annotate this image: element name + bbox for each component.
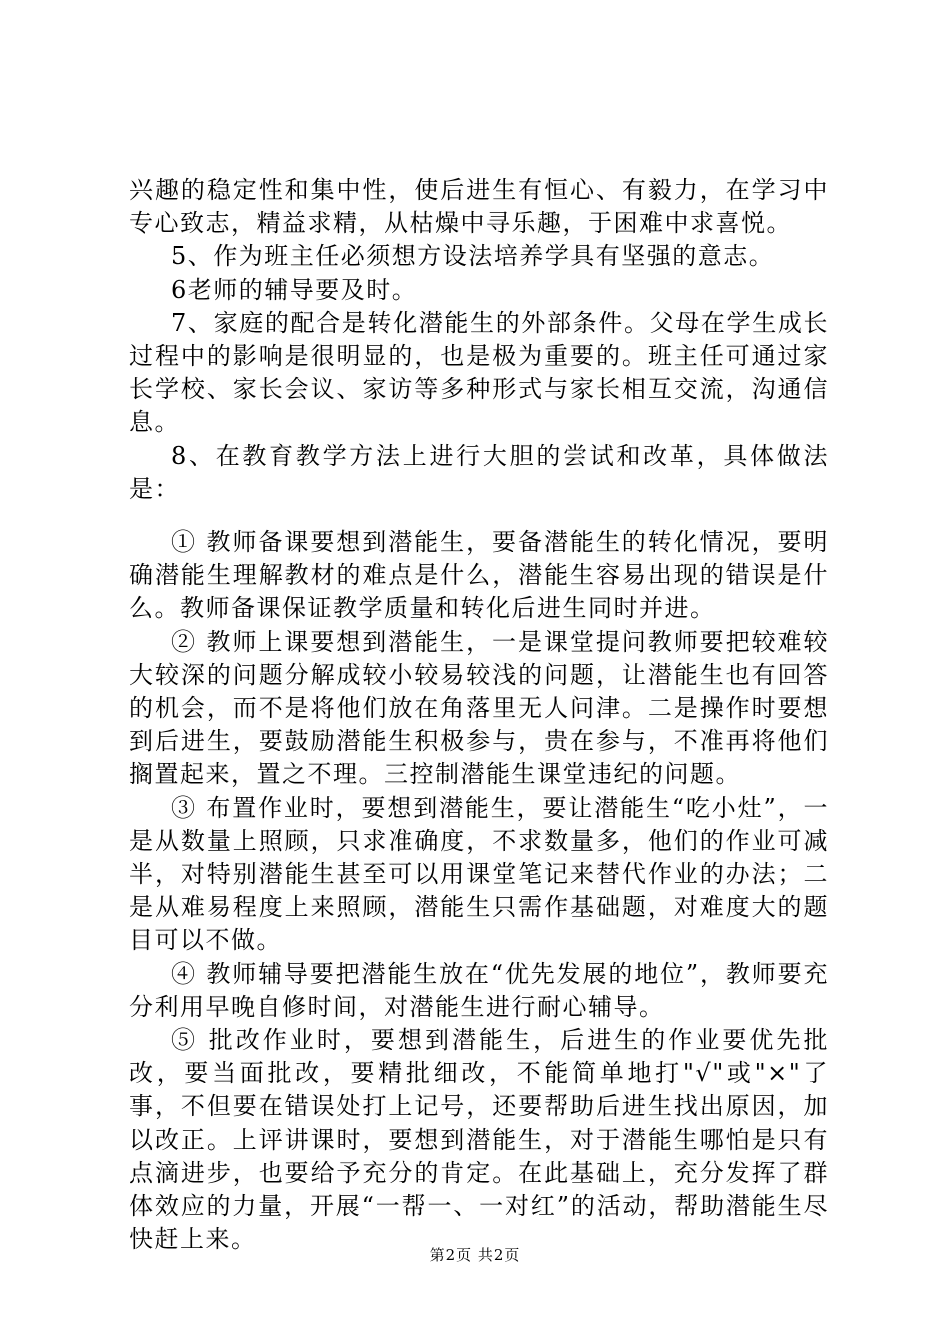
paragraph-item-5: 5、作为班主任必须想方设法培养学具有坚强的意志。 (171, 242, 775, 271)
page-footer (0, 1244, 950, 1265)
paragraph-subitem-4: ④ 教师辅导要把潜能生放在“优先发展的地位”，教师要充分利用早晚自修时间，对潜能生进行耐心辅导。 (129, 959, 829, 1021)
paragraph-item-8: 8、在教育教学方法上进行大胆的尝试和改革，具体做法是： (129, 441, 829, 503)
paragraph-item-7: 7、家庭的配合是转化潜能生的外部条件。父母在学生成长过程中的影响是很明显的，也是极为重要的。班主任可通过家长学校、家长会议、家访等多种形式与家长相互交流，沟通信息。 (129, 308, 829, 437)
paragraph-subitem-1: ① 教师备课要想到潜能生，要备潜能生的转化情况，要明确潜能生理解教材的难点是什么，潜能生容易出现的错误是什么。教师备课保证教学质量和转化后进生同时并进。 (129, 528, 829, 623)
paragraph-subitem-3: ③ 布置作业时，要想到潜能生，要让潜能生“吃小灶”，一是从数量上照顾，只求准确度，不求数量多，他们的作业可减半，对特别潜能生甚至可以用课堂笔记来替代作业的办法；二是从难易程度上来照顾，潜能生只需作基础题，对难度大的题目可以不做。 (129, 793, 829, 955)
paragraph-item-6: 6老师的辅导要及时。 (171, 275, 418, 304)
page-number-label: 第2页 共2页 (429, 1246, 521, 1264)
document-body (129, 174, 829, 1257)
paragraph-interest-continuation: 兴趣的稳定性和集中性，使后进生有恒心、有毅力，在学习中专心致志，精益求精，从枯燥中寻乐趣，于困难中求喜悦。 (129, 176, 829, 238)
paragraph-subitem-5: ⑤ 批改作业时，要想到潜能生，后进生的作业要优先批改，要当面批改，要精批细改，不能简单地打"√"或"×"了事，不但要在错误处打上记号，还要帮助后进生找出原因，加以改正。上评讲课时，要想到潜能生，对于潜能生哪怕是只有点滴进步，也要给予充分的肯定。在此基础上，充分发挥了群体效应的力量，开展“一帮一、一对红”的活动，帮助潜能生尽快赶上来。 (129, 1026, 829, 1254)
paragraph-subitem-2: ② 教师上课要想到潜能生，一是课堂提问教师要把较难较大较深的问题分解成较小较易较浅的问题，让潜能生也有回答的机会，而不是将他们放在角落里无人问津。二是操作时要想到后进生，要鼓励潜能生积极参与，贵在参与，不准再将他们搁置起来，置之不理。三控制潜能生课堂违纪的问题。 (129, 627, 829, 789)
